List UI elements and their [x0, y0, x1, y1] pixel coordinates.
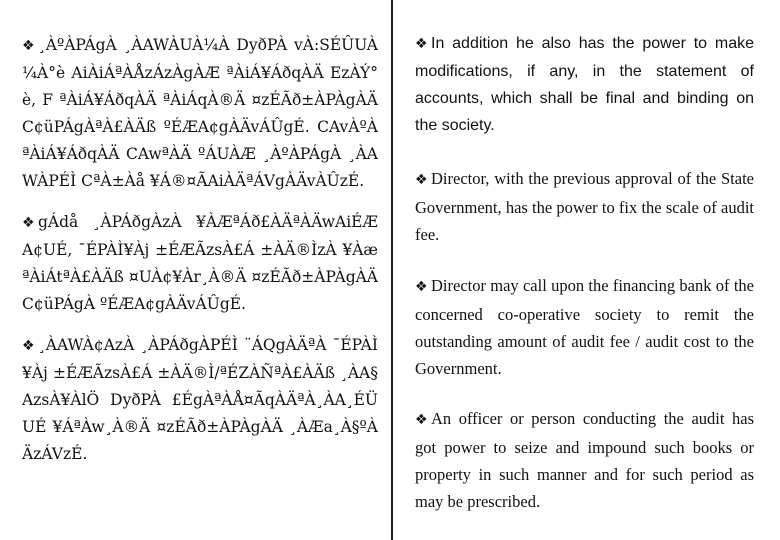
right-paragraph-1 — [415, 30, 754, 139]
right-paragraph-3 — [415, 272, 754, 382]
right-paragraph-1-text: In addition he also has the power to make modifications, if any, in the statement of accounts, which shall be final and binding on the society. — [415, 35, 754, 134]
right-paragraph-2-text: Director, with the previous approval of the State Government, has the power to fix the scale of audit fee. — [415, 169, 754, 244]
right-paragraph-2 — [415, 165, 754, 248]
diamond-bullet-icon: ❖ — [415, 36, 428, 52]
right-column — [393, 0, 780, 540]
diamond-bullet-icon: ❖ — [415, 279, 428, 295]
diamond-bullet-icon: ❖ — [22, 38, 35, 54]
diamond-bullet-icon: ❖ — [415, 412, 428, 428]
left-paragraph-2-text: gÁdå ¸ÀPÁðgÀzÀ ¥ÀÆªÁð£ÀÄªÀÄwAiÉÆA¢UÉ, ¯ÉPÀÌ¥Àj ±ÉÆÃzsÀ£Á ±ÀÄ®ÌzÀ ¥ÀæªÀiÁtªÀ£ÀÄß ¤UÀ¢¥Àr¸À®Ä ¤zÉÃð±ÀPÀgÀÄ C¢üPÁgÀ ºÉÆA¢gÀÄvÁÛgÉ. — [22, 213, 378, 313]
diamond-bullet-icon: ❖ — [22, 338, 35, 354]
left-paragraph-2 — [22, 209, 378, 318]
left-paragraph-1-text: ¸ÀºÀPÁgÀ ¸ÀAWÀUÀ¼À DyðPÀ vÀ:SÉÛUÀ¼À°è AiÀiÁªÀÅzÁzÀgÀÆ ªÀiÁ¥ÁðqÀÄ EzÀÝ°è, F ªÀiÁ¥ÁðqÀÄ ªÀiÁqÀ®Ä ¤zÉÃð±ÀPÀgÀÄ C¢üPÁgÀªÀ£ÀÄß ºÉÆA¢gÀÄvÁÛgÉ. CAvÀºÀ ªÀiÁ¥ÁðqÀÄ CAwªÀÄ ºÁUÀÆ ¸ÀºÀPÁgÀ ¸ÀAWÀPÉÌ CªÀ±Àå ¥Á®¤ÃAiÀÄªÁVgÀÄvÀÛzÉ. — [22, 36, 378, 190]
right-paragraph-4-text: An officer or person conducting the audit has got power to seize and impound such books or property in such manner and for such period as may be prescribed. — [415, 409, 754, 511]
right-paragraph-4 — [415, 405, 754, 515]
left-paragraph-3 — [22, 332, 378, 468]
left-paragraph-1 — [22, 32, 378, 195]
right-paragraph-3-text: Director may call upon the financing bank of the concerned co-operative society to remit the outstanding amount of audit fee / audit cost to the Government. — [415, 276, 754, 378]
left-paragraph-3-text: ¸ÀAWÀ¢AzÀ ¸ÀPÁðgÀPÉÌ ¨ÁQgÀÄªÀ ¯ÉPÀÌ¥Àj ±ÉÆÃzsÀ£Á ±ÀÄ®Ì/ªÉZÀÑªÀ£ÀÄß ¸ÀA§AzsÀ¥ÀlÖ DyðPÀ £ÉgÀªÀÅ¤ÃqÀÄªÀ¸ÀA¸ÉÜUÉ ¥ÁªÀw¸À®Ä ¤zÉÃð±ÀPÀgÀÄ ¸ÀÆa¸À§ºÀÄzÁVzÉ. — [22, 336, 378, 463]
diamond-bullet-icon: ❖ — [415, 172, 428, 188]
diamond-bullet-icon: ❖ — [22, 215, 35, 231]
